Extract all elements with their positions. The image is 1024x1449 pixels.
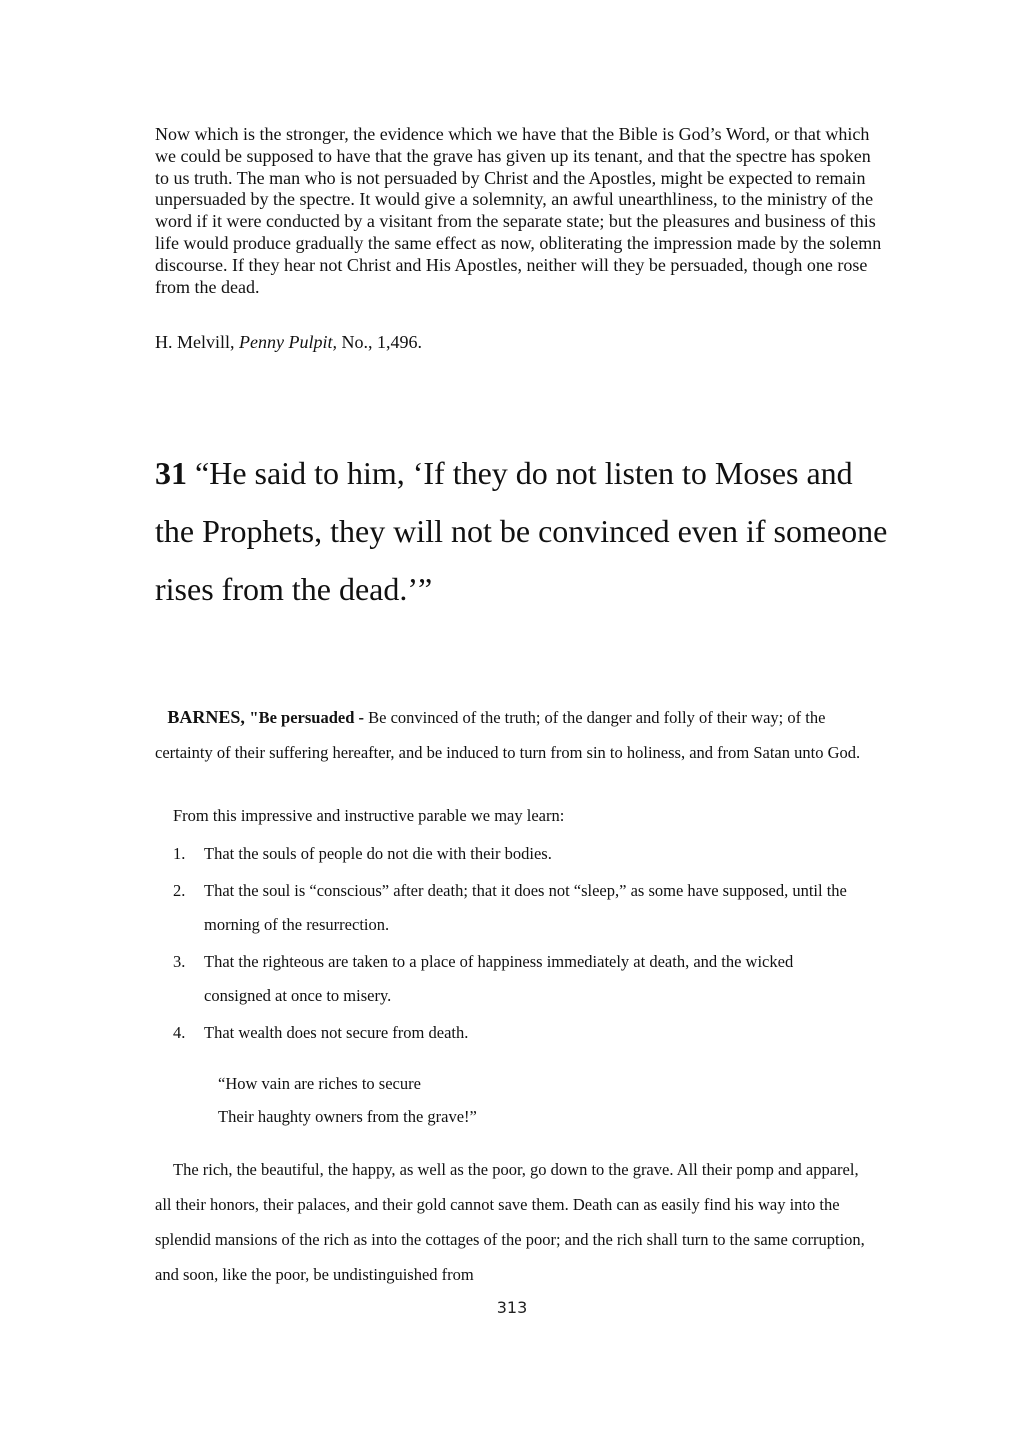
verse-heading — [155, 444, 895, 618]
barnes-commentary — [155, 700, 865, 770]
list-item — [155, 837, 855, 871]
commentator-name: BARNES, — [167, 707, 250, 727]
verse-number: 31 — [155, 455, 187, 491]
list-item-number: 3. — [173, 952, 186, 971]
list-item-text: That the righteous are taken to a place of happiness immediately at death, and the wicked consigned at once to misery. — [204, 952, 794, 1005]
commentary-term: "Be persuaded - — [249, 708, 369, 727]
list-item-text: That the soul is “conscious” after death; that it does not “sleep,” as some have supposed, until the morning of the resurrection. — [204, 881, 847, 934]
melvill-paragraph: Now which is the stronger, the evidence which we have that the Bible is God’s Word, or that which we could be supposed to have that the grave has given up its tenant, and that the spectre has spoken to us truth. The man who is not persuaded by Christ and the Apostles, might be expected to remain unpersuaded by the spectre. It would give a solemnity, an awful unearthliness, to the ministry of the word if it were conducted by a visitant from the separate state; but the pleasures and business of this life would produce gradually the same effect as now, obliterating the impression made by the solemn discourse. If they hear not Christ and His Apostles, neither will they be persuaded, though one rose from the dead. — [155, 124, 882, 297]
list-item — [155, 1016, 855, 1050]
list-item-number: 2. — [173, 881, 186, 900]
list-item-number: 1. — [173, 844, 186, 863]
poem-line: “How vain are riches to secure — [218, 1074, 421, 1093]
list-item-text: That the souls of people do not die with their bodies. — [204, 844, 552, 863]
closing-paragraph: The rich, the beautiful, the happy, as well as the poor, go down to the grave. All their pomp and apparel, all their honors, their palaces, and their gold cannot save them. Death can as easily find his way into the splendid mansions of the rich as into the cottages of the poor; and the rich shall turn to the same corruption, and soon, like the poor, be undistinguished from — [155, 1160, 865, 1284]
list-item — [155, 874, 855, 942]
citation-work: Penny Pulpit, — [239, 332, 337, 352]
list-item-text: That wealth does not secure from death. — [204, 1023, 469, 1042]
citation-author: H. Melvill, — [155, 332, 239, 352]
list-item — [155, 945, 855, 1013]
page-number: 313 — [496, 1298, 528, 1317]
list-item-number: 4. — [173, 1023, 186, 1042]
poem-line: Their haughty owners from the grave!” — [218, 1107, 477, 1126]
poem-quote — [218, 1067, 818, 1133]
lessons-intro: From this impressive and instructive parable we may learn: — [173, 806, 565, 825]
verse-text: “He said to him, ‘If they do not listen to Moses and the Prophets, they will not be convinced even if someone rises from the dead.’” — [155, 455, 888, 607]
citation-number: No., 1,496. — [336, 332, 422, 352]
melvill-citation — [155, 331, 885, 353]
lessons-list — [155, 837, 855, 1053]
commentary-definition: Be convinced of the truth; of the danger and folly of their way; of the certainty of their suffering hereafter, and be induced to turn from sin to holiness, and from Satan unto God. — [155, 708, 861, 762]
